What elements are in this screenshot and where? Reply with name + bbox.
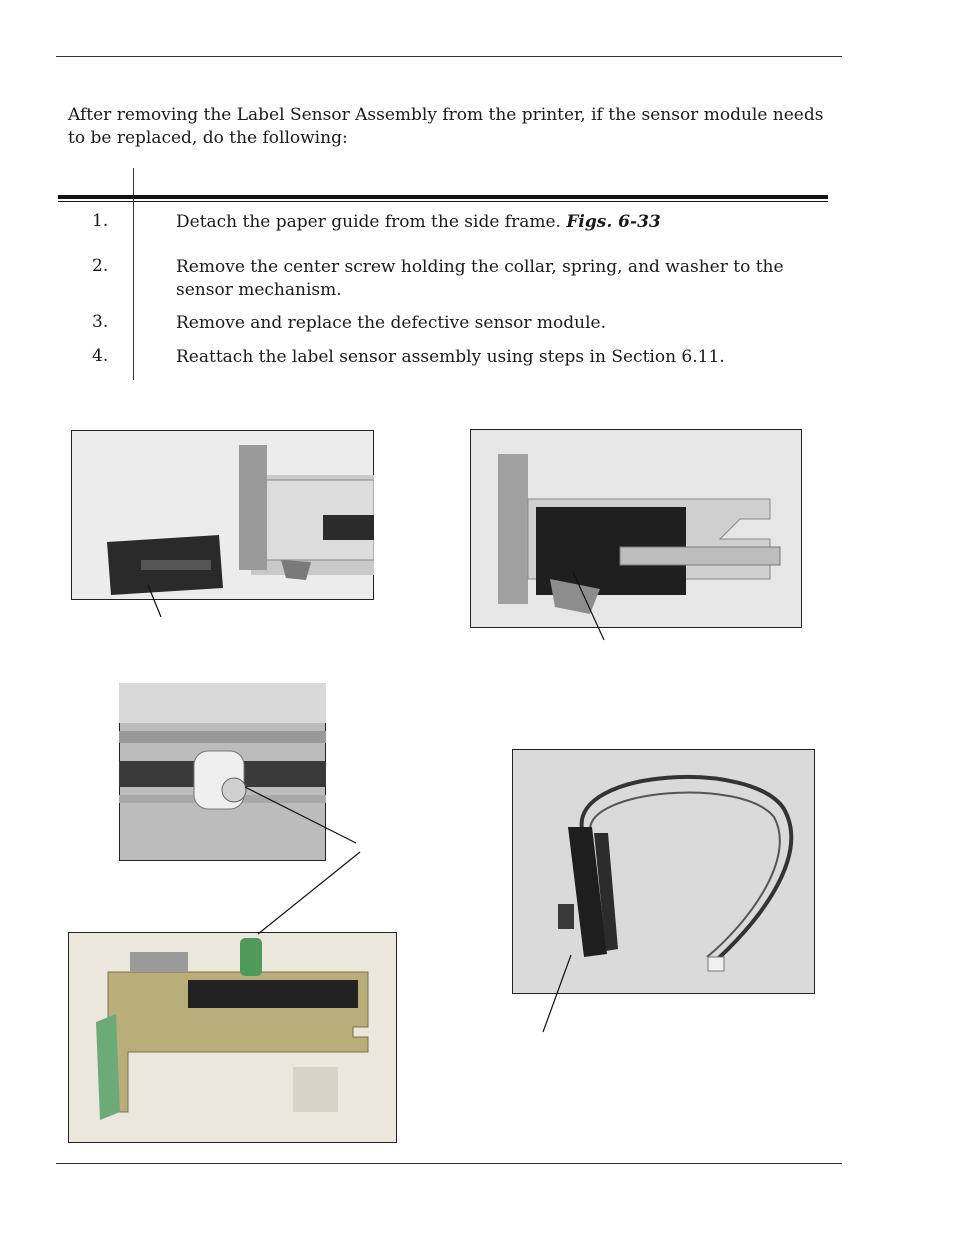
step-1-text xyxy=(176,211,826,234)
step-3-text: Remove and replace the defective sensor module. xyxy=(176,313,606,333)
step-2-text: Remove the center screw holding the collar, spring, and washer to the sensor mechanism. xyxy=(176,257,784,300)
photo-sensor-module xyxy=(512,749,815,994)
step-1-body: Detach the paper guide from the side frame. xyxy=(176,212,567,232)
step-3-number: 3. xyxy=(92,312,109,332)
step-4-text: Reattach the label sensor assembly using steps in Section 6.11. xyxy=(176,347,725,367)
photo-sensor-assembly xyxy=(470,429,802,628)
table-header-rule-thick xyxy=(58,195,828,199)
photo-collar-closeup xyxy=(119,683,326,861)
intro-paragraph: After removing the Label Sensor Assembly from the printer, if the sensor module needs to be replaced, do the following: xyxy=(68,105,824,148)
footer-rule xyxy=(56,1163,842,1164)
photo-full-assembly xyxy=(68,932,397,1143)
steps-table xyxy=(58,168,828,380)
step-1-number: 1. xyxy=(92,211,109,231)
table-header-rule-thin xyxy=(58,201,828,202)
step-4-number: 4. xyxy=(92,346,109,366)
figure-reference: Figs. 6-33 xyxy=(566,212,661,232)
table-column-divider xyxy=(133,168,134,380)
header-rule xyxy=(56,56,842,57)
step-2-number: 2. xyxy=(92,256,109,276)
photo-paper-guide-detached xyxy=(71,430,374,600)
